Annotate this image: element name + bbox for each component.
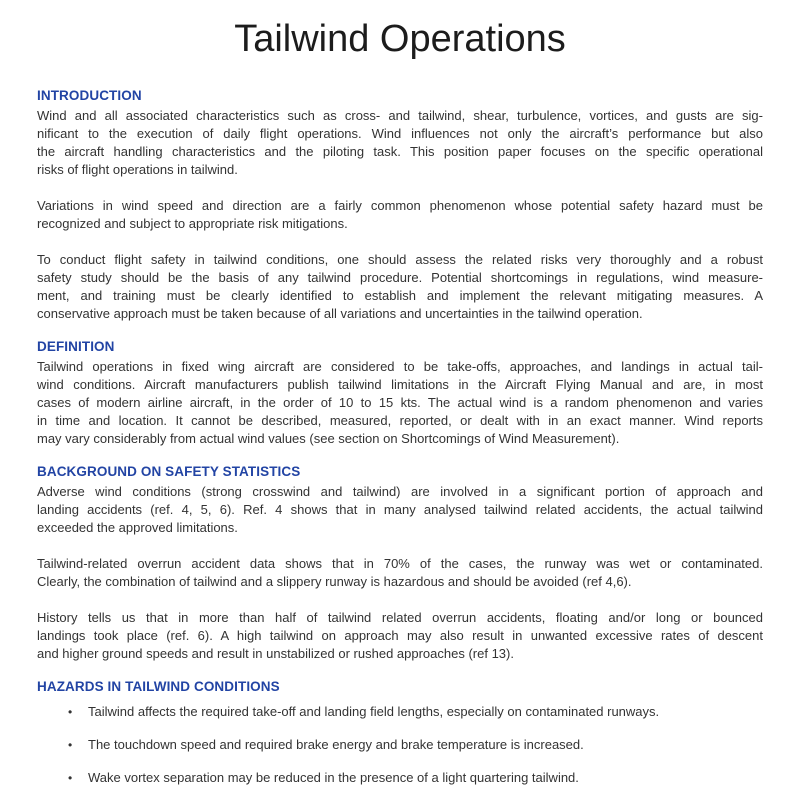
bullet-item	[37, 769, 763, 787]
text-line: cases of modern airline aircraft, in the order of 10 to 15 kts. The actual wind is a random phenomenon and varies	[37, 395, 763, 410]
bullet-icon: •	[68, 705, 73, 719]
text-line: Adverse wind conditions (strong crosswind and tailwind) are involved in a significant portion of approach and	[37, 484, 763, 499]
text-line: and higher ground speeds and result in unstabilized or rushed approaches (ref 13).	[37, 646, 514, 661]
paragraph	[37, 483, 763, 537]
text-line: History tells us that in more than half of tailwind related overrun accidents, floating and/or long or bounced	[37, 610, 763, 625]
bullet-item	[37, 736, 763, 754]
text-line: conservative approach must be taken because of all variations and uncertainties in the tailwind operation.	[37, 306, 643, 321]
text-line: Tailwind-related overrun accident data shows that in 70% of the cases, the runway was wet or contaminated.	[37, 556, 763, 571]
text-line: wind conditions. Aircraft manufacturers publish tailwind limitations in the Aircraft Flying Manual and are, in most	[37, 377, 763, 392]
text-line: Clearly, the combination of tailwind and a slippery runway is hazardous and should be avoided (ref 4,6).	[37, 574, 632, 589]
section-background-on-safety-statistics	[37, 464, 763, 663]
section-heading: BACKGROUND ON SAFETY STATISTICS	[37, 464, 301, 479]
bullet-text: Tailwind affects the required take-off and landing field lengths, especially on contaminated runways.	[88, 704, 660, 719]
bullet-icon: •	[68, 738, 73, 752]
paragraph	[37, 358, 763, 448]
section-hazards-in-tailwind-conditions	[37, 679, 763, 787]
paragraph	[37, 609, 763, 663]
text-line: risks of flight operations in tailwind.	[37, 162, 238, 177]
document-body	[37, 88, 763, 787]
text-line: ment, and training must be clearly identified to establish and implement the relevant mitigating measures. A	[37, 288, 763, 303]
bullet-list	[37, 703, 763, 787]
paragraph	[37, 197, 763, 233]
paragraph	[37, 555, 763, 591]
text-line: safety study should be the basis of any tailwind procedure. Potential shortcomings in regulations, wind measure-	[37, 270, 763, 285]
bullet-text: The touchdown speed and required brake energy and brake temperature is increased.	[88, 737, 584, 752]
text-line: Wind and all associated characteristics such as cross- and tailwind, shear, turbulence, vortices, and gusts are sig-	[37, 108, 763, 123]
text-line: the aircraft handling characteristics and the piloting task. This position paper focuses on the specific operational	[37, 144, 763, 159]
text-line: Tailwind operations in fixed wing aircraft are considered to be take-offs, approaches, and landings in actual tail-	[37, 359, 763, 374]
text-line: may vary considerably from actual wind values (see section on Shortcomings of Wind Measurement).	[37, 431, 620, 446]
section-heading: INTRODUCTION	[37, 88, 142, 103]
text-line: To conduct flight safety in tailwind conditions, one should assess the related risks very thoroughly and a robust	[37, 252, 763, 267]
text-line: landing accidents (ref. 4, 5, 6). Ref. 4 shows that in many analysed tailwind related accidents, the actual tailwind	[37, 502, 763, 517]
section-heading: DEFINITION	[37, 339, 115, 354]
text-line: Variations in wind speed and direction are a fairly common phenomenon whose potential safety hazard must be	[37, 198, 763, 213]
paragraph	[37, 251, 763, 323]
bullet-item	[37, 703, 763, 721]
text-line: exceeded the approved limitations.	[37, 520, 238, 535]
text-line: landings took place (ref. 6). A high tailwind on approach may also result in unwanted excessive rates of descent	[37, 628, 763, 643]
paragraph	[37, 107, 763, 179]
section-heading: HAZARDS IN TAILWIND CONDITIONS	[37, 679, 280, 694]
section-definition	[37, 339, 763, 448]
text-line: in time and location. It cannot be described, measured, reported, or dealt with in an exact manner. Wind reports	[37, 413, 763, 428]
text-line: recognized and subject to appropriate risk mitigations.	[37, 216, 348, 231]
bullet-text: Wake vortex separation may be reduced in the presence of a light quartering tailwind.	[88, 770, 579, 785]
document-title: Tailwind Operations	[234, 18, 566, 60]
text-line: nificant to the execution of daily flight operations. Wind influences not only the aircraft’s performance but also	[37, 126, 763, 141]
section-introduction	[37, 88, 763, 323]
bullet-icon: •	[68, 771, 73, 785]
